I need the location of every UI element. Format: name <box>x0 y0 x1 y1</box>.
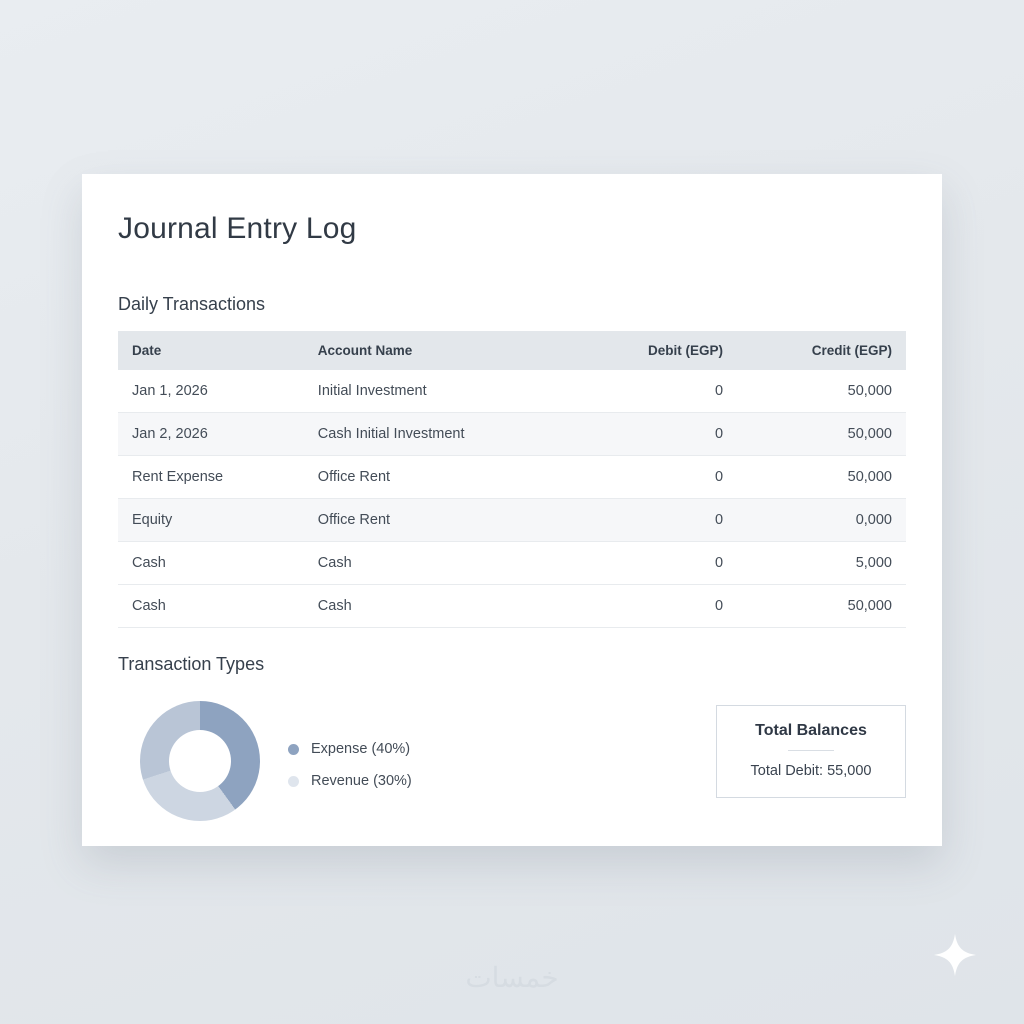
chart-area <box>118 701 906 821</box>
cell-account: Office Rent <box>304 499 577 542</box>
table-header-row <box>118 331 906 370</box>
cell-debit: 0 <box>576 456 737 499</box>
table-row <box>118 585 906 628</box>
legend-label: Expense (40%) <box>311 741 411 757</box>
legend-item-expense <box>288 741 412 757</box>
table-row <box>118 542 906 585</box>
table-row <box>118 456 906 499</box>
table-row <box>118 370 906 413</box>
chart-legend <box>288 733 412 789</box>
cell-credit: 50,000 <box>737 585 906 628</box>
total-balances-title: Total Balances <box>755 722 867 739</box>
column-header-debit: Debit (EGP) <box>576 331 737 370</box>
legend-item-revenue <box>288 773 412 789</box>
daily-transactions-heading: Daily Transactions <box>118 294 266 314</box>
table-body <box>118 370 906 628</box>
cell-debit: 0 <box>576 370 737 413</box>
card-content <box>82 174 942 821</box>
divider <box>788 750 834 751</box>
legend-label: Revenue (30%) <box>311 773 412 789</box>
journal-table <box>118 331 906 628</box>
table-row <box>118 413 906 456</box>
cell-account: Cash <box>304 585 577 628</box>
cell-account: Initial Investment <box>304 370 577 413</box>
journal-card <box>82 174 942 846</box>
table-row <box>118 499 906 542</box>
sparkle-icon <box>932 932 978 978</box>
legend-swatch-icon <box>288 744 299 755</box>
cell-date: Jan 2, 2026 <box>118 413 304 456</box>
column-header-date: Date <box>118 331 304 370</box>
transaction-types-heading: Transaction Types <box>118 654 265 674</box>
cell-debit: 0 <box>576 585 737 628</box>
cell-credit: 0,000 <box>737 499 906 542</box>
cell-date: Cash <box>118 585 304 628</box>
table-header <box>118 331 906 370</box>
cell-credit: 50,000 <box>737 370 906 413</box>
cell-debit: 0 <box>576 413 737 456</box>
legend-swatch-icon <box>288 776 299 787</box>
donut-chart-block <box>118 701 412 821</box>
donut-chart <box>140 701 260 821</box>
cell-date: Equity <box>118 499 304 542</box>
cell-date: Jan 1, 2026 <box>118 370 304 413</box>
column-header-account-name: Account Name <box>304 331 577 370</box>
cell-credit: 50,000 <box>737 413 906 456</box>
cell-credit: 50,000 <box>737 456 906 499</box>
column-header-credit: Credit (EGP) <box>737 331 906 370</box>
watermark: خمسات <box>465 962 559 993</box>
cell-account: Cash Initial Investment <box>304 413 577 456</box>
cell-date: Cash <box>118 542 304 585</box>
page-title: Journal Entry Log <box>118 212 357 245</box>
cell-account: Office Rent <box>304 456 577 499</box>
cell-credit: 5,000 <box>737 542 906 585</box>
total-balances-box <box>716 705 906 798</box>
cell-debit: 0 <box>576 542 737 585</box>
cell-date: Rent Expense <box>118 456 304 499</box>
cell-account: Cash <box>304 542 577 585</box>
total-debit-value: Total Debit: 55,000 <box>750 763 872 779</box>
cell-debit: 0 <box>576 499 737 542</box>
